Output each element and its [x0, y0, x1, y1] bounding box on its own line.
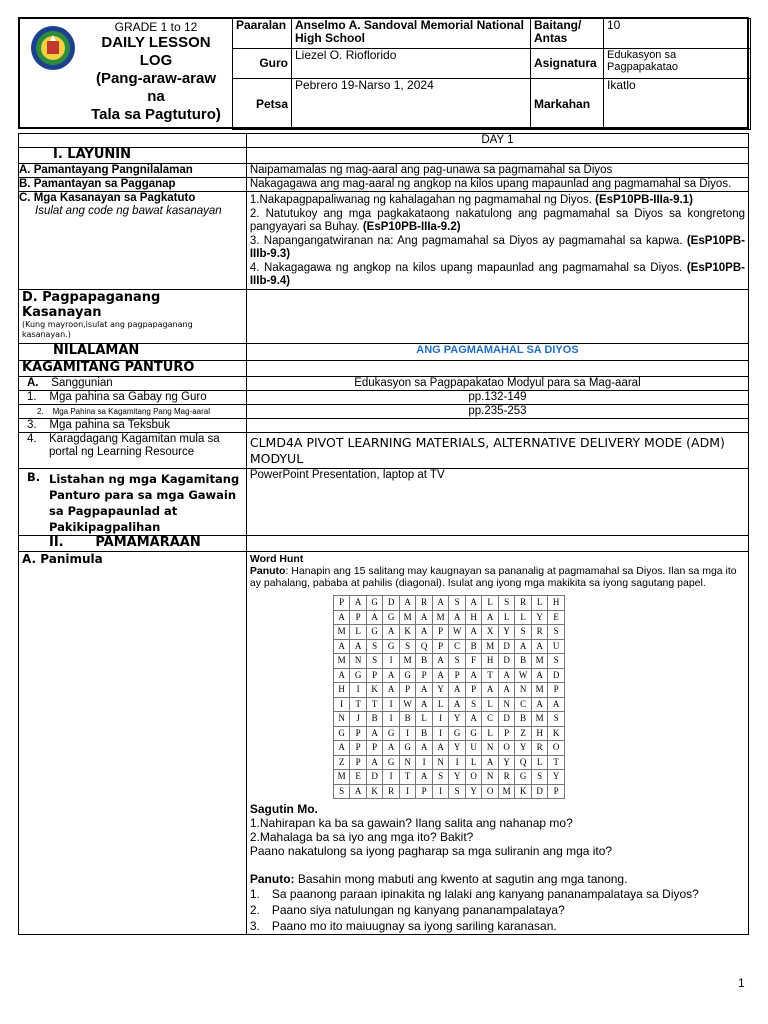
- kasanayan-item: 3. Napangangatwiranan na: Ang pagmamahal sa Diyos ay pagmamahal sa kapwa. (EsP10PB-IIIb-9.3): [249, 235, 745, 260]
- word-hunt-cell: E: [548, 610, 565, 625]
- word-hunt-cell: G: [366, 596, 383, 611]
- word-hunt-cell: G: [399, 668, 416, 683]
- word-hunt-cell: M: [333, 625, 350, 640]
- word-hunt-cell: G: [465, 726, 482, 741]
- listahan-label: B. Listahan ng mga Kagamitang Panturo para sa mga Gawain sa Pagpapaunlad at Pakikipagpalihan: [19, 469, 247, 536]
- word-hunt-cell: A: [333, 639, 350, 654]
- word-hunt-cell: T: [399, 770, 416, 785]
- word-hunt-cell: A: [515, 639, 532, 654]
- word-hunt-cell: I: [399, 784, 416, 799]
- word-hunt-title: Word Hunt: [249, 553, 304, 565]
- word-hunt-row: [333, 654, 564, 669]
- word-hunt-cell: H: [482, 654, 499, 669]
- word-hunt-cell: G: [383, 726, 400, 741]
- word-hunt-cell: O: [465, 770, 482, 785]
- word-hunt-cell: A: [465, 625, 482, 640]
- word-hunt-cell: G: [333, 726, 350, 741]
- word-hunt-cell: X: [482, 625, 499, 640]
- word-hunt-cell: R: [531, 741, 548, 756]
- word-hunt-cell: S: [432, 770, 449, 785]
- word-hunt-cell: J: [350, 712, 367, 727]
- word-hunt-row: [333, 712, 564, 727]
- word-hunt-cell: S: [366, 654, 383, 669]
- markahan-value: Ikatlo: [604, 79, 751, 130]
- word-hunt-cell: Y: [498, 755, 515, 770]
- petsa-label: Petsa: [233, 79, 292, 130]
- word-hunt-cell: N: [498, 697, 515, 712]
- word-hunt-cell: G: [366, 625, 383, 640]
- word-hunt-cell: A: [416, 610, 433, 625]
- word-hunt-cell: A: [416, 741, 433, 756]
- word-hunt-cell: A: [465, 596, 482, 611]
- word-hunt-cell: D: [498, 712, 515, 727]
- word-hunt-cell: A: [366, 755, 383, 770]
- word-hunt-cell: I: [333, 697, 350, 712]
- word-hunt-cell: D: [383, 596, 400, 611]
- word-hunt-cell: A: [383, 625, 400, 640]
- word-hunt-cell: A: [333, 741, 350, 756]
- word-hunt-cell: G: [449, 726, 466, 741]
- kasanayan-sub: Isulat ang code ng bawat kasanayan: [35, 205, 222, 217]
- word-hunt-cell: P: [449, 668, 466, 683]
- word-hunt-cell: P: [399, 683, 416, 698]
- baitang-value: 10: [604, 19, 751, 49]
- word-hunt-cell: A: [416, 683, 433, 698]
- word-hunt-cell: A: [531, 668, 548, 683]
- word-hunt-cell: A: [548, 697, 565, 712]
- word-hunt-cell: A: [350, 596, 367, 611]
- header-block: [18, 17, 749, 129]
- karagdagang-label: 4. Karagdagang Kagamitan mula sa portal ng Learning Resource: [19, 433, 247, 469]
- guro-value: Liezel O. Rioflorido: [292, 49, 531, 79]
- word-hunt-cell: S: [548, 712, 565, 727]
- word-hunt-cell: Y: [515, 741, 532, 756]
- pamamaraan-heading-blank: [246, 536, 748, 552]
- word-hunt-cell: T: [548, 755, 565, 770]
- word-hunt-cell: R: [515, 596, 532, 611]
- word-hunt-cell: S: [366, 639, 383, 654]
- word-hunt-cell: P: [366, 668, 383, 683]
- word-hunt-cell: B: [416, 726, 433, 741]
- nilalaman-value: ANG PAGMAMAHAL SA DIYOS: [246, 344, 748, 361]
- word-hunt-cell: H: [531, 726, 548, 741]
- word-hunt-cell: W: [515, 668, 532, 683]
- word-hunt-cell: R: [498, 770, 515, 785]
- paaralan-value: Anselmo A. Sandoval Memorial National High School: [292, 19, 531, 49]
- word-hunt-cell: P: [333, 596, 350, 611]
- word-hunt-cell: Y: [449, 712, 466, 727]
- word-hunt-cell: Y: [432, 683, 449, 698]
- word-hunt-cell: L: [482, 726, 499, 741]
- word-hunt-cell: D: [548, 668, 565, 683]
- markahan-label: Markahan: [531, 79, 604, 130]
- kasanayan-item: 4. Nakagagawa ng angkop na kilos upang mapaunlad ang pagmamahal sa Diyos. (EsP10PB-IIIb-9.4): [249, 262, 745, 287]
- paaralan-label: Paaralan: [233, 19, 292, 49]
- word-hunt-cell: A: [465, 712, 482, 727]
- layunin-heading: I. LAYUNIN: [19, 148, 247, 164]
- kasanayan-item: 1.Nakapagpapaliwanag ng kahalagahan ng pagmamahal ng Diyos. (EsP10PB-IIIa-9.1): [249, 194, 693, 206]
- word-hunt-row: [333, 726, 564, 741]
- word-hunt-cell: S: [498, 596, 515, 611]
- word-hunt-row: [333, 755, 564, 770]
- word-hunt-cell: N: [399, 755, 416, 770]
- kagamitang-mag-aaral-value: pp.235-253: [246, 405, 748, 419]
- word-hunt-cell: K: [399, 625, 416, 640]
- word-hunt-cell: F: [465, 654, 482, 669]
- word-hunt-row: [333, 784, 564, 799]
- word-hunt-cell: B: [465, 639, 482, 654]
- word-hunt-row: [333, 639, 564, 654]
- word-hunt-cell: L: [531, 596, 548, 611]
- word-hunt-cell: W: [449, 625, 466, 640]
- panuto-1: Panuto: Hanapin ang 15 salitang may kaugnayan sa pananalig at pagmamahal sa Diyos. Ilan sa mga ito ay pahalang, pababa at pahilis (diagonal). Isulat ang iyong mga makikita sa iyong sagutang papel.: [249, 565, 737, 589]
- word-hunt-cell: U: [465, 741, 482, 756]
- word-hunt-cell: P: [350, 726, 367, 741]
- word-hunt-cell: D: [531, 784, 548, 799]
- word-hunt-cell: M: [399, 610, 416, 625]
- word-hunt-cell: B: [416, 654, 433, 669]
- word-hunt-cell: Z: [333, 755, 350, 770]
- day-spacer: [19, 134, 247, 148]
- word-hunt-cell: G: [399, 741, 416, 756]
- asignatura-value: Edukasyon sa Pagpapakatao: [604, 49, 751, 79]
- word-hunt-cell: P: [416, 784, 433, 799]
- word-hunt-cell: I: [383, 712, 400, 727]
- sanggunian-value: Edukasyon sa Pagpapakatao Modyul para sa Mag-aaral: [246, 377, 748, 391]
- word-hunt-cell: W: [399, 697, 416, 712]
- word-hunt-cell: D: [498, 639, 515, 654]
- gabay-label: 1. Mga pahina sa Gabay ng Guro: [19, 391, 247, 405]
- word-hunt-cell: K: [548, 726, 565, 741]
- word-hunt-cell: E: [350, 770, 367, 785]
- word-hunt-cell: L: [482, 596, 499, 611]
- baitang-label: Baitang/ Antas: [531, 19, 604, 49]
- guro-label: Guro: [233, 49, 292, 79]
- word-hunt-row: [333, 625, 564, 640]
- kagamitan-heading-blank: [246, 361, 748, 377]
- word-hunt-cell: A: [333, 610, 350, 625]
- sanggunian-row-label: A. Sanggunian: [19, 377, 247, 391]
- word-hunt-cell: S: [399, 639, 416, 654]
- word-hunt-cell: S: [515, 625, 532, 640]
- tanong-item: 1. Sa paanong paraan ipinakita ng lalaki ang kanyang pananampalataya sa Diyos?: [249, 887, 699, 901]
- word-hunt-cell: L: [498, 610, 515, 625]
- word-hunt-row: [333, 741, 564, 756]
- word-hunt-cell: G: [515, 770, 532, 785]
- word-hunt-cell: L: [482, 697, 499, 712]
- pagpapaganang-label: D. Pagpapaganang Kasanayan: [22, 290, 161, 320]
- word-hunt-cell: B: [515, 712, 532, 727]
- day-label: DAY 1: [246, 134, 748, 148]
- word-hunt-cell: P: [548, 784, 565, 799]
- pagpapaganang-cell: [19, 290, 247, 344]
- word-hunt-cell: A: [383, 741, 400, 756]
- word-hunt-cell: P: [350, 610, 367, 625]
- word-hunt-cell: N: [515, 683, 532, 698]
- word-hunt-cell: I: [432, 712, 449, 727]
- word-hunt-cell: A: [449, 697, 466, 712]
- word-hunt-cell: T: [482, 668, 499, 683]
- word-hunt-cell: A: [366, 610, 383, 625]
- word-hunt-cell: P: [498, 726, 515, 741]
- word-hunt-cell: A: [333, 668, 350, 683]
- word-hunt-cell: T: [350, 697, 367, 712]
- word-hunt-cell: I: [383, 697, 400, 712]
- word-hunt-cell: G: [383, 610, 400, 625]
- word-hunt-cell: L: [465, 755, 482, 770]
- word-hunt-cell: A: [399, 596, 416, 611]
- word-hunt-cell: L: [350, 625, 367, 640]
- pamantayang-pangnilalaman-value: Naipamamalas ng mag-aaral ang pag-unawa sa pagmamahal sa Diyos: [246, 164, 748, 178]
- sagutin-item: 1.Nahirapan ka ba sa gawain? Ilang salita ang nahanap mo?: [249, 816, 573, 830]
- word-hunt-cell: U: [548, 639, 565, 654]
- word-hunt-cell: I: [432, 784, 449, 799]
- word-hunt-cell: N: [333, 712, 350, 727]
- word-hunt-cell: A: [432, 741, 449, 756]
- tanong-item: 3. Paano mo ito maiuugnay sa iyong sariling karanasan.: [249, 919, 557, 933]
- word-hunt-cell: M: [432, 610, 449, 625]
- pamantayang-pangnilalaman-label: A. Pamantayang Pangnilalaman: [19, 164, 247, 178]
- word-hunt-cell: I: [432, 726, 449, 741]
- word-hunt-cell: I: [449, 755, 466, 770]
- word-hunt-cell: P: [350, 741, 367, 756]
- word-hunt-cell: R: [416, 596, 433, 611]
- word-hunt-cell: A: [531, 639, 548, 654]
- kasanayan-list: [246, 192, 748, 290]
- word-hunt-cell: I: [383, 770, 400, 785]
- word-hunt-cell: I: [350, 683, 367, 698]
- word-hunt-cell: M: [333, 654, 350, 669]
- word-hunt-cell: L: [416, 712, 433, 727]
- word-hunt-cell: P: [548, 683, 565, 698]
- pagpapaganang-sub: (Kung mayroon,isulat ang pagpapaganang kasanayan.): [22, 320, 193, 339]
- kasanayan-item: 2. Natutukoy ang mga pagkakataong nakatulong ang pagmamahal sa Diyos sa kongretong pangyayari sa Buhay. (EsP10PB-IIIa-9.2): [249, 208, 745, 233]
- word-hunt-cell: Y: [498, 625, 515, 640]
- word-hunt-cell: G: [383, 639, 400, 654]
- word-hunt-cell: I: [383, 654, 400, 669]
- word-hunt-cell: A: [531, 697, 548, 712]
- word-hunt-cell: A: [498, 668, 515, 683]
- word-hunt-cell: B: [366, 712, 383, 727]
- word-hunt-cell: A: [416, 625, 433, 640]
- word-hunt-cell: Y: [531, 610, 548, 625]
- word-hunt-cell: A: [498, 683, 515, 698]
- word-hunt-grid: [333, 595, 565, 799]
- karagdagang-value: CLMD4A PIVOT LEARNING MATERIALS, ALTERNATIVE DELIVERY MODE (ADM) MODYUL: [246, 433, 748, 469]
- sagutin-title: Sagutin Mo.: [249, 802, 318, 816]
- petsa-value: Pebrero 19-Narso 1, 2024: [292, 79, 531, 130]
- word-hunt-cell: L: [531, 755, 548, 770]
- title-line5: Tala sa Pagtuturo): [91, 106, 221, 123]
- word-hunt-cell: A: [416, 770, 433, 785]
- word-hunt-cell: A: [449, 610, 466, 625]
- pamantayan-sa-pagganap-value: Nakagagawa ang mag-aaral ng angkop na kilos upang mapaunlad ang pagmamahal sa Diyos.: [246, 178, 748, 192]
- word-hunt-cell: P: [432, 639, 449, 654]
- word-hunt-cell: S: [333, 784, 350, 799]
- pamamaraan-heading: II. PAMAMARAAN: [19, 536, 247, 552]
- word-hunt-cell: S: [531, 770, 548, 785]
- word-hunt-cell: A: [383, 683, 400, 698]
- word-hunt-cell: Y: [449, 770, 466, 785]
- word-hunt-cell: D: [366, 770, 383, 785]
- word-hunt-row: [333, 596, 564, 611]
- word-hunt-row: [333, 697, 564, 712]
- word-hunt-cell: C: [515, 697, 532, 712]
- word-hunt-cell: B: [399, 712, 416, 727]
- word-hunt-cell: D: [498, 654, 515, 669]
- word-hunt-cell: G: [383, 755, 400, 770]
- pamantayan-sa-pagganap-label: B. Pamantayan sa Pagganap: [19, 178, 247, 192]
- word-hunt-cell: N: [432, 755, 449, 770]
- word-hunt-cell: A: [383, 668, 400, 683]
- word-hunt-cell: I: [399, 726, 416, 741]
- title-line2: LOG: [139, 52, 173, 69]
- word-hunt-cell: M: [333, 770, 350, 785]
- word-hunt-cell: O: [482, 784, 499, 799]
- word-hunt-cell: A: [482, 610, 499, 625]
- word-hunt-cell: Y: [465, 784, 482, 799]
- page-number: 1: [738, 976, 745, 990]
- word-hunt-cell: M: [531, 712, 548, 727]
- word-hunt-cell: A: [465, 668, 482, 683]
- title-line3: (Pang-araw-araw: [95, 70, 217, 87]
- word-hunt-cell: R: [531, 625, 548, 640]
- sagutin-item: Paano nakatulong sa iyong pagharap sa mga suliranin ang mga ito?: [249, 844, 613, 858]
- word-hunt-cell: H: [333, 683, 350, 698]
- word-hunt-row: [333, 610, 564, 625]
- word-hunt-cell: G: [350, 668, 367, 683]
- word-hunt-cell: A: [416, 697, 433, 712]
- word-hunt-cell: S: [465, 697, 482, 712]
- word-hunt-cell: S: [449, 654, 466, 669]
- lesson-table: [18, 133, 749, 935]
- word-hunt-cell: A: [482, 755, 499, 770]
- word-hunt-cell: C: [449, 639, 466, 654]
- layunin-heading-blank: [246, 148, 748, 164]
- kasanayan-label: C. Mga Kasanayan sa Pagkatuto: [19, 192, 196, 204]
- sagutin-item: 2.Mahalaga ba sa iyo ang mga ito? Bakit?: [249, 830, 474, 844]
- teksbuk-label: 3. Mga pahina sa Teksbuk: [19, 419, 247, 433]
- word-hunt-cell: K: [515, 784, 532, 799]
- list-marker: A.: [27, 377, 39, 389]
- word-hunt-cell: N: [350, 654, 367, 669]
- listahan-value: PowerPoint Presentation, laptop at TV: [246, 469, 748, 536]
- word-hunt-cell: L: [432, 697, 449, 712]
- title-line4: na: [147, 88, 165, 105]
- word-hunt-cell: N: [482, 741, 499, 756]
- tanong-item: 2. Paano siya natulungan ng kanyang pananampalataya?: [249, 903, 565, 917]
- word-hunt-row: [333, 668, 564, 683]
- word-hunt-cell: P: [416, 668, 433, 683]
- word-hunt-cell: I: [416, 755, 433, 770]
- word-hunt-cell: S: [449, 596, 466, 611]
- pagpapaganang-value: [246, 290, 748, 344]
- word-hunt-cell: Q: [416, 639, 433, 654]
- word-hunt-cell: A: [366, 726, 383, 741]
- word-hunt-cell: A: [449, 683, 466, 698]
- panuto-2: Panuto: Basahin mong mabuti ang kwento at sagutin ang mga tanong.: [249, 872, 628, 886]
- word-hunt-cell: A: [432, 654, 449, 669]
- word-hunt-cell: M: [482, 639, 499, 654]
- word-hunt-cell: Z: [515, 726, 532, 741]
- word-hunt-cell: P: [350, 755, 367, 770]
- panimula-label: A. Panimula: [19, 552, 247, 935]
- word-hunt-cell: A: [482, 683, 499, 698]
- word-hunt-cell: H: [465, 610, 482, 625]
- word-hunt-cell: Y: [449, 741, 466, 756]
- word-hunt-cell: Q: [515, 755, 532, 770]
- word-hunt-cell: H: [548, 596, 565, 611]
- word-hunt-cell: A: [432, 668, 449, 683]
- kagamitan-heading: KAGAMITANG PANTURO: [19, 361, 247, 377]
- word-hunt-cell: M: [531, 683, 548, 698]
- word-hunt-cell: O: [548, 741, 565, 756]
- word-hunt-cell: B: [515, 654, 532, 669]
- word-hunt-row: [333, 770, 564, 785]
- word-hunt-cell: A: [432, 596, 449, 611]
- word-hunt-cell: A: [350, 639, 367, 654]
- word-hunt-cell: A: [350, 784, 367, 799]
- title-line1: DAILY LESSON: [101, 34, 211, 51]
- grade-range: GRADE 1 to 12: [114, 20, 198, 34]
- word-hunt-cell: P: [465, 683, 482, 698]
- nilalaman-label: NILALAMAN: [19, 344, 247, 361]
- word-hunt-cell: C: [482, 712, 499, 727]
- kagamitang-mag-aaral-label: 2. Mga Pahina sa Kagamitang Pang Mag-aaral: [19, 405, 247, 419]
- word-hunt-cell: O: [498, 741, 515, 756]
- word-hunt-row: [333, 683, 564, 698]
- word-hunt-cell: P: [432, 625, 449, 640]
- gabay-value: pp.132-149: [246, 391, 748, 405]
- word-hunt-cell: K: [366, 683, 383, 698]
- word-hunt-cell: M: [531, 654, 548, 669]
- word-hunt-cell: M: [498, 784, 515, 799]
- kasanayan-cell: [19, 192, 247, 290]
- panimula-content: [246, 552, 748, 935]
- asignatura-label: Asignatura: [531, 49, 604, 79]
- header-info-table: [232, 18, 751, 130]
- word-hunt-cell: R: [383, 784, 400, 799]
- teksbuk-value: [246, 419, 748, 433]
- word-hunt-cell: N: [482, 770, 499, 785]
- word-hunt-cell: S: [548, 625, 565, 640]
- word-hunt-cell: S: [548, 654, 565, 669]
- word-hunt-cell: S: [449, 784, 466, 799]
- word-hunt-cell: L: [515, 610, 532, 625]
- deped-seal-icon: [30, 25, 76, 71]
- word-hunt-cell: M: [399, 654, 416, 669]
- word-hunt-cell: K: [366, 784, 383, 799]
- word-hunt-cell: T: [366, 697, 383, 712]
- word-hunt-cell: Y: [548, 770, 565, 785]
- word-hunt-cell: P: [366, 741, 383, 756]
